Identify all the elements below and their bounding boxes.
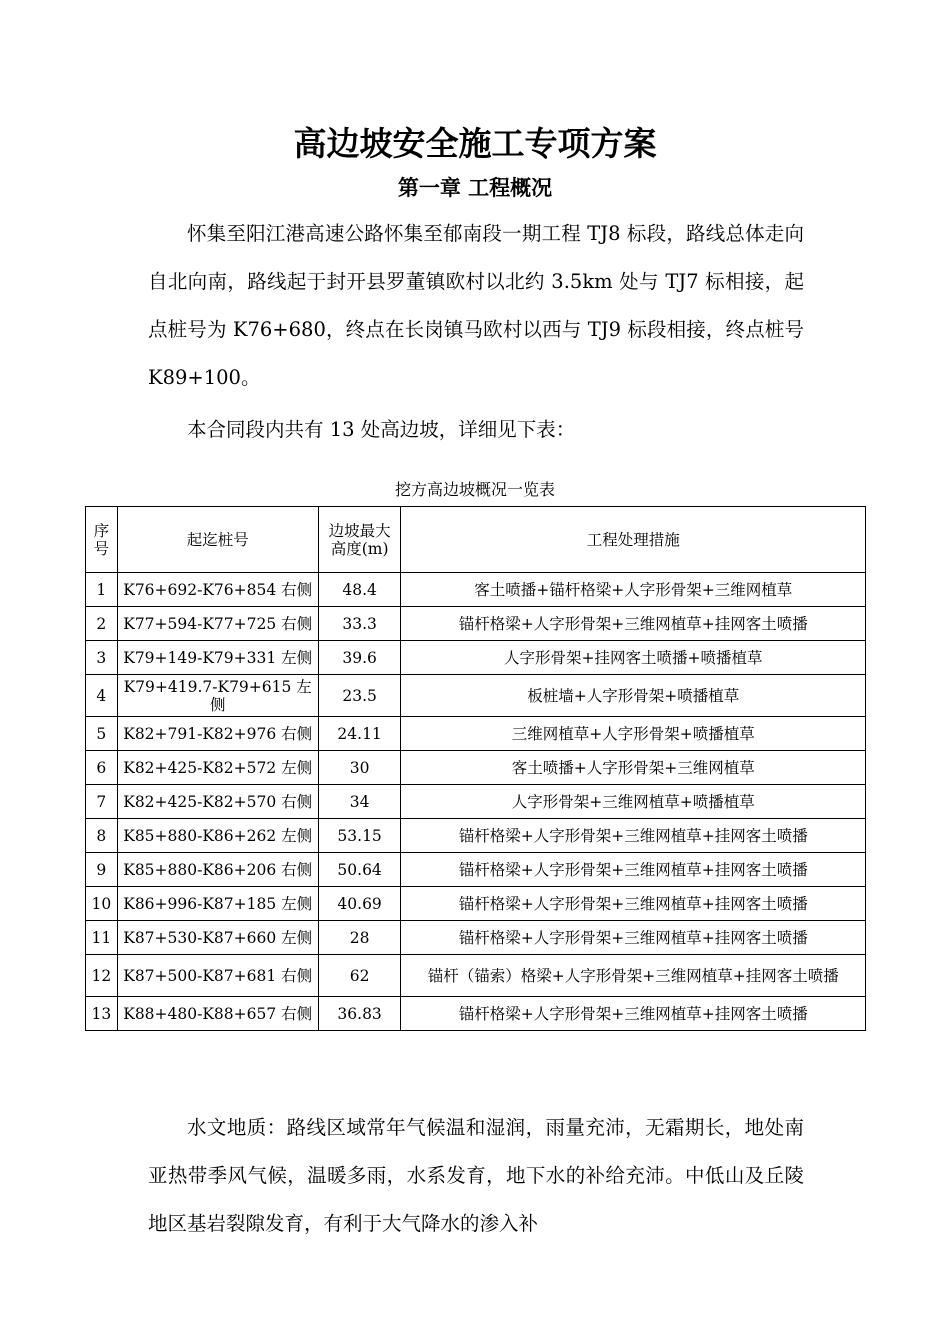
table-row [86,921,866,955]
cell-measure: 锚杆格梁+人字形骨架+三维网植草+挂网客土喷播 [401,819,866,853]
cell-no: 5 [86,717,118,751]
cell-measure: 锚杆格梁+人字形骨架+三维网植草+挂网客土喷播 [401,853,866,887]
cell-measure: 锚杆（锚索）格梁+人字形骨架+三维网植草+挂网客土喷播 [401,955,866,997]
table-row [86,751,866,785]
cell-height: 39.6 [318,641,401,675]
table-row [86,955,866,997]
cell-height: 23.5 [318,675,401,717]
cell-height: 28 [318,921,401,955]
cell-height: 30 [318,751,401,785]
table-row [86,887,866,921]
cell-range: K82+425-K82+570 右侧 [117,785,318,819]
header-no: 序号 [86,507,118,573]
cell-height: 33.3 [318,607,401,641]
slope-table [85,506,866,1031]
cell-measure: 人字形骨架+三维网植草+喷播植草 [401,785,866,819]
cell-height: 53.15 [318,819,401,853]
cell-height: 48.4 [318,573,401,607]
table-caption: 挖方高边坡概况一览表 [394,480,555,499]
cell-range: K87+500-K87+681 右侧 [117,955,318,997]
cell-range: K86+996-K87+185 左侧 [117,887,318,921]
overview-paragraph: 怀集至阳江港高速公路怀集至郁南段一期工程 TJ8 标段，路线总体走向自北向南，路线起于封开县罗董镇欧村以北约 3.5km 处与 TJ7 标相接，起点桩号为 K76+680，终点在长岗镇马欧村以西与 TJ9 标段相接，终点桩号 K89+100。 [148,222,804,389]
page-title: 高边坡安全施工专项方案 [293,124,657,163]
header-height: 边坡最大高度(m) [318,507,401,573]
cell-range: K76+692-K76+854 右侧 [117,573,318,607]
cell-no: 11 [86,921,118,955]
cell-measure: 板桩墙+人字形骨架+喷播植草 [401,675,866,717]
cell-range: K79+419.7-K79+615 左侧 [117,675,318,717]
cell-measure: 人字形骨架+挂网客土喷播+喷播植草 [401,641,866,675]
cell-no: 8 [86,819,118,853]
cell-height: 62 [318,955,401,997]
table-intro-paragraph: 本合同段内共有 13 处高边坡，详细见下表： [187,418,576,441]
cell-no: 4 [86,675,118,717]
cell-range: K82+791-K82+976 右侧 [117,717,318,751]
cell-range: K85+880-K86+262 左侧 [117,819,318,853]
cell-height: 36.83 [318,997,401,1031]
table-header-row [86,507,866,573]
table-row [86,641,866,675]
cell-no: 10 [86,887,118,921]
cell-no: 3 [86,641,118,675]
table-row [86,853,866,887]
cell-measure: 客土喷播+人字形骨架+三维网植草 [401,751,866,785]
chapter-title: 第一章 工程概况 [397,175,553,200]
cell-height: 40.69 [318,887,401,921]
cell-height: 34 [318,785,401,819]
cell-no: 7 [86,785,118,819]
cell-measure: 锚杆格梁+人字形骨架+三维网植草+挂网客土喷播 [401,887,866,921]
cell-range: K77+594-K77+725 右侧 [117,607,318,641]
cell-range: K82+425-K82+572 左侧 [117,751,318,785]
cell-measure: 锚杆格梁+人字形骨架+三维网植草+挂网客土喷播 [401,607,866,641]
cell-range: K88+480-K88+657 右侧 [117,997,318,1031]
hydrogeology-paragraph: 水文地质：路线区域常年气候温和湿润，雨量充沛，无霜期长，地处南亚热带季风气候，温暖多雨，水系发育，地下水的补给充沛。中低山及丘陵地区基岩裂隙发育，有利于大气降水的渗入补 [148,1116,804,1235]
table-row [86,675,866,717]
cell-no: 1 [86,573,118,607]
cell-no: 2 [86,607,118,641]
table-row [86,819,866,853]
cell-measure: 客土喷播+锚杆格梁+人字形骨架+三维网植草 [401,573,866,607]
cell-measure: 锚杆格梁+人字形骨架+三维网植草+挂网客土喷播 [401,921,866,955]
cell-measure: 三维网植草+人字形骨架+喷播植草 [401,717,866,751]
cell-range: K79+149-K79+331 左侧 [117,641,318,675]
cell-measure: 锚杆格梁+人字形骨架+三维网植草+挂网客土喷播 [401,997,866,1031]
cell-no: 6 [86,751,118,785]
table-row [86,717,866,751]
header-range: 起迄桩号 [117,507,318,573]
table-row [86,607,866,641]
table-row [86,997,866,1031]
cell-range: K85+880-K86+206 右侧 [117,853,318,887]
table-row [86,573,866,607]
cell-height: 50.64 [318,853,401,887]
table-row [86,785,866,819]
cell-no: 13 [86,997,118,1031]
cell-range: K87+530-K87+660 左侧 [117,921,318,955]
cell-no: 12 [86,955,118,997]
cell-height: 24.11 [318,717,401,751]
cell-no: 9 [86,853,118,887]
header-measure: 工程处理措施 [401,507,866,573]
